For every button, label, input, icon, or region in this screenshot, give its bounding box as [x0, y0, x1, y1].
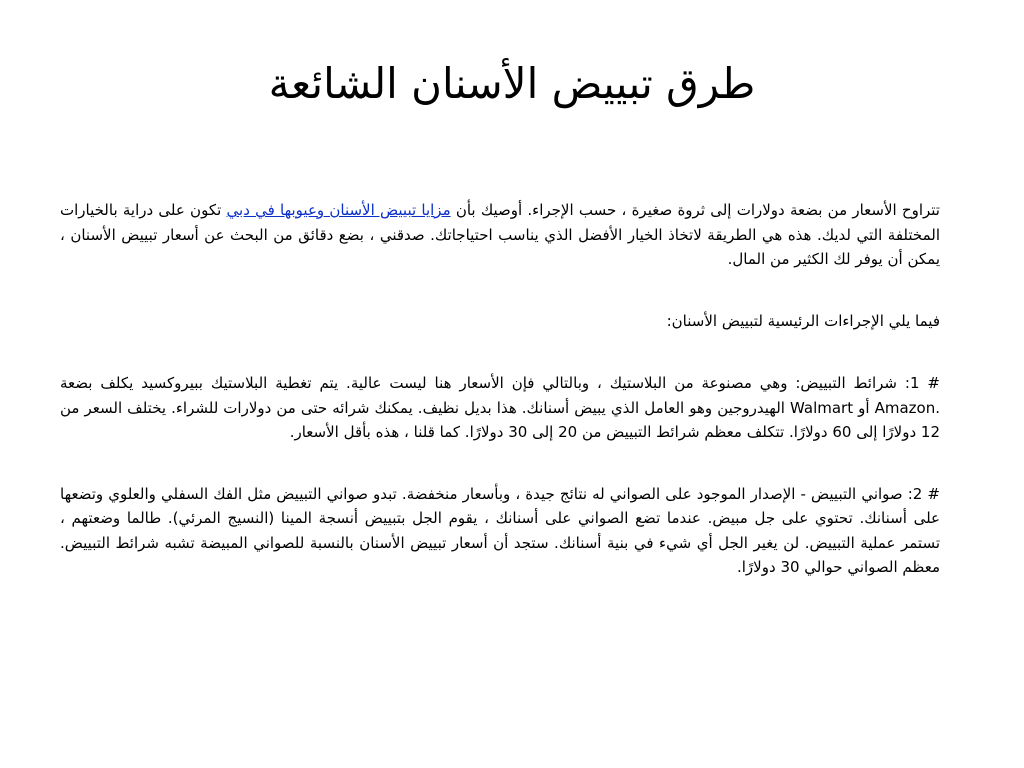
paragraph-intro-text-after-link: تكون على دراية بالخيارات المختلفة التي لديك. هذه هي الطريقة لاتخاذ الخيار الأفضل الذي يناسب احتياجاتك. صدقني ، بضع دقائق من البحث عن أسعار تبييض الأسنان ، يمكن أن يوفر لك الكثير من المال. — [60, 201, 940, 268]
teeth-whitening-pros-cons-link[interactable]: مزايا تبييض الأسنان وعيوبها في دبي — [226, 201, 451, 219]
paragraph-intro-text-before-link: تتراوح الأسعار من بضعة دولارات إلى ثروة صغيرة ، حسب الإجراء. أوصيك بأن — [450, 201, 940, 219]
paragraph-procedures-intro: فيما يلي الإجراءات الرئيسية لتبييض الأسنان: — [666, 311, 940, 330]
slide-body — [60, 198, 940, 617]
slide-title: طرق تبييض الأسنان الشائعة — [268, 59, 756, 108]
paragraph-whitening-trays: # 2: صواني التبييض - الإصدار الموجود على الصواني له نتائج جيدة ، وبأسعار منخفضة. تبدو صواني التبييض مثل الفك السفلي والعلوي وتضعها على أسنانك. تحتوي على جل مبيض. عندما تضع الصواني على أسنانك ، يقوم الجل بتبييض أنسجة المينا (النسيج المرئي). طالما وضعتهم ، تستمر عملية التبييض. لن يغير الجل أي شيء في بنية أسنانك. ستجد أن أسعار تبييض الأسنان بالنسبة للصواني المبيضة تشبه شرائط التبييض. معظم الصواني حوالي 30 دولارًا. — [60, 484, 940, 576]
paragraph-whitening-strips: # 1: شرائط التبييض: وهي مصنوعة من البلاستيك ، وبالتالي فإن الأسعار هنا ليست عالية. يتم تغطية البلاستيك ببيروكسيد يكلف بضعة .Amazon أو Walmart الهيدروجين وهو العامل الذي يبيض أسنانك. هذا بديل نظيف. يمكنك شرائه حتى من دولارات للشراء. يختلف السعر من 12 دولارًا إلى 60 دولارًا. تتكلف معظم شرائط التبييض من 20 إلى 30 دولارًا. كما قلنا ، هذه بأقل الأسعار. — [60, 374, 941, 441]
paragraph-intro — [60, 198, 940, 272]
